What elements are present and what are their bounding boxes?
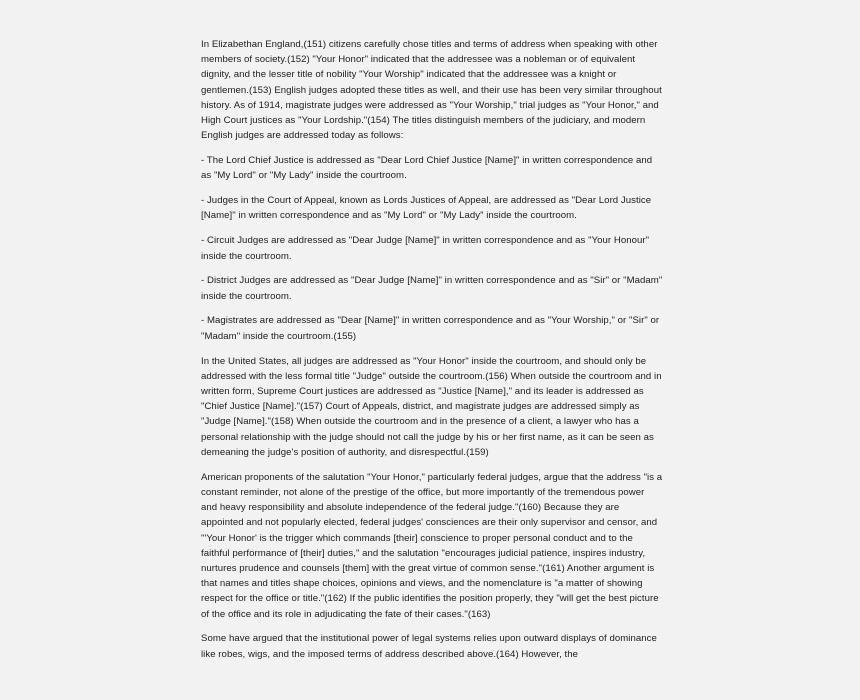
list-item-district-judges: - District Judges are addressed as "Dear Judge [Name]" in written correspondence and as "Sir" or "Madam" inside the courtroom. <box>201 275 663 302</box>
paragraph-institutional-power: Some have argued that the institutional power of legal systems relies upon outward displays of dominance like robes, wigs, and the imposed terms of address described above.(164) However, the <box>201 633 657 660</box>
paragraph-elizabethan-england: In Elizabethan England,(151) citizens carefully chose titles and terms of address when speaking with other members of society.(152) "Your Honor" indicated that the addressee was a nobleman or of equivalent dignity, and the lesser title of nobility "Your Worship" indicated that the addressee was a knight or gentlemen.(153) English judges adopted these titles as well, and their use has been very similar throughout history. As of 1914, magistrate judges were addressed as "Your Worship," trial judges as "Your Honor," and High Court justices as "Your Lordship."(154) The titles distinguish members of the judiciary, and modern English judges are addressed today as follows: <box>201 39 662 142</box>
list-item-court-of-appeal: - Judges in the Court of Appeal, known as Lords Justices of Appeal, are addressed as "Dear Lord Justice [Name]" in written correspondence and as "My Lord" or "My Lady" inside the courtroom. <box>201 195 652 222</box>
list-item-magistrates: - Magistrates are addressed as "Dear [Name]" in written correspondence and as "Your Worship," or "Sir" or "Madam" inside the courtroom.(155) <box>201 315 660 342</box>
list-item-lord-chief-justice: - The Lord Chief Justice is addressed as "Dear Lord Chief Justice [Name]" in written correspondence and as "My Lord" or "My Lady" inside the courtroom. <box>201 155 653 182</box>
document-body <box>201 37 663 672</box>
list-item-circuit-judges: - Circuit Judges are addressed as "Dear Judge [Name]" in written correspondence and as "Your Honour" inside the courtroom. <box>201 235 650 262</box>
paragraph-united-states: In the United States, all judges are addressed as "Your Honor" inside the courtroom, and should only be addressed with the less formal title "Judge" outside the courtroom.(156) When outside the courtroom and in written form, Supreme Court justices are addressed as "Justice [Name]," and its leader is addressed as "Chief Justice [Name]."(157) Court of Appeals, district, and magistrate judges are addressed simply as "Judge [Name]."(158) When outside the courtroom and in the presence of a client, a lawyer who has a personal relationship with the judge should not call the judge by his or her first name, as it can be seen as demeaning the judge's position of authority, and disrespectful.(159) <box>201 355 662 458</box>
paragraph-american-proponents: American proponents of the salutation "Your Honor," particularly federal judges, argue that the address "is a constant reminder, not alone of the prestige of the office, but more importantly of the tremendous power and heavy responsibility and absolute independence of the federal judge."(160) Because they are appointed and not popularly elected, federal judges' consciences are their only supervisor and censor, and "'Your Honor' is the trigger which commands [their] conscience to proper personal conduct and to the faithful performance of [their] duties," and the salutation "encourages judicial patience, inspires industry, nurtures prudence and counsels [them] with the great virtue of common sense."(161) Another argument is that names and titles shape choices, opinions and views, and the nomenclature is "a matter of showing respect for the office or title."(162) If the public identifies the position properly, they "will get the best picture of the office and its role in adjudicating the fate of their cases."(163) <box>201 471 663 620</box>
